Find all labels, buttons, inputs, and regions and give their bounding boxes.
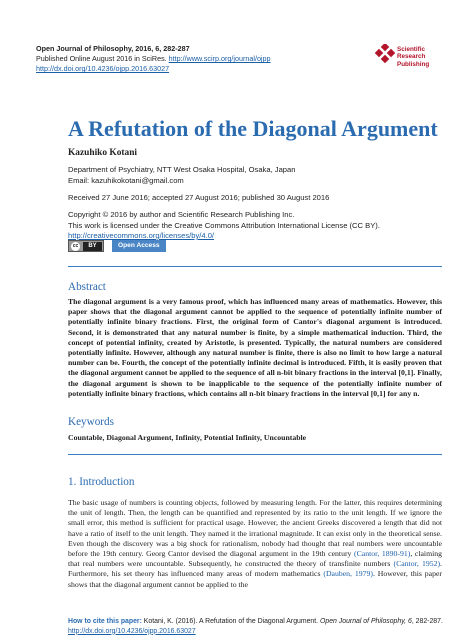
copyright-line: Copyright © 2016 by author and Scientific Research Publishing Inc. <box>68 210 295 219</box>
citation-journal: Open Journal of Philosophy, 6 <box>320 618 412 625</box>
abstract-text: The diagonal argument is a very famous proof, which has influenced many areas of mathematics. However, this paper shows that the diagonal argument cannot be applied to the sequence of potentially infinite number of potentially infinite binary fractions. First, the original form of Cantor's diagonal argument is introduced. Second, it is demonstrated that any natural number is finite, by a simple mathematical induction. Third, the concept of potential infinity, created by Aristotle, is presented. Typically, the natural numbers are considered potentially infinite. However, although any natural number is finite, there is also no limit to how large a natural number can be. Fourth, the concept of the potentially infinite decimal is introduced. Fifth, it is easily proven that the diagonal argument cannot be applied to the sequence of all n-bit binary fractions in the interval [0,1]. Finally, the diagonal argument is shown to be inapplicable to the sequence of the potentially infinite number of potentially infinite binary fractions, which contains all n-bit binary fractions in the interval [0,1] for any n. <box>68 297 442 398</box>
how-to-cite-label: How to cite this paper: <box>68 618 142 625</box>
published-line <box>36 54 271 64</box>
citation-link[interactable]: (Cantor, 1890-91) <box>354 549 411 559</box>
footer-doi-link[interactable]: http://dx.doi.org/10.4236/ojpp.2016.63027 <box>68 627 196 635</box>
paper-title: A Refutation of the Diagonal Argument <box>68 116 438 141</box>
citation-link[interactable]: (Cantor, 1952) <box>393 559 441 569</box>
doi-link[interactable]: http://dx.doi.org/10.4236/ojpp.2016.63027 <box>36 64 170 73</box>
published-prefix: Published Online August 2016 in SciRes. <box>36 54 169 63</box>
divider <box>68 266 442 267</box>
keywords-heading: Keywords <box>68 416 114 428</box>
divider <box>68 454 442 455</box>
affiliation: Department of Psychiatry, NTT West Osaka Hospital, Osaka, Japan <box>68 165 296 174</box>
by-icon: BY <box>83 242 102 251</box>
cc-icon: cc <box>72 243 79 249</box>
journal-url-link[interactable]: http://www.scirp.org/journal/ojpp <box>168 54 271 63</box>
introduction-heading: 1. Introduction <box>68 476 135 488</box>
citation-link[interactable]: (Dauben, 1979) <box>323 569 373 579</box>
abstract-heading: Abstract <box>68 281 106 293</box>
license-link[interactable]: http://creativecommons.org/licenses/by/4.0/ <box>68 231 215 240</box>
affiliation-block <box>68 164 295 186</box>
publisher-name: Scientific Research Publishing <box>397 46 430 68</box>
introduction-text: The basic usage of numbers is counting objects, followed by measuring length. For the latter, this requires determining the unit of length. Then, the length can be quantified and represented by its ratio to the unit length. If we ignore the small error, this method is sufficient for practical usage. However, the ancient Greeks discovered a length that did not have a ratio of itself to the unit length. They named it the irrational magnitude. It can exist only in the theoretical sense. Even though the discovery was a big shock for rationalism, nobody had thought that real numbers were uncountable before the 19th century. Georg Cantor devised the diagonal argument in the 19th century (Cantor, 1890-91), claiming that real numbers were uncountable. Subsequently, he constructed the theory of transfinite numbers (Cantor, 1952). Furthermore, his set theory has influenced many areas of modern mathematics (Dauben, 1979). However, this paper shows that the diagonal argument cannot be applied to the <box>68 498 443 589</box>
copyright-block <box>68 210 380 242</box>
publisher-logo-icon <box>375 44 395 66</box>
article-dates: Received 27 June 2016; accepted 27 August 2016; published 30 August 2016 <box>68 193 330 202</box>
open-access-badge[interactable]: Open Access <box>112 240 166 252</box>
journal-header <box>36 44 271 74</box>
author-email: Email: kazuhikokotani@gmail.com <box>68 176 184 185</box>
citation-footer: How to cite this paper: Kotani, K. (2016). A Refutation of the Diagonal Argument. Open Journal of Philosophy, 6, 282-287. http://dx.doi.org/10.4236/ojpp.2016.63027 <box>68 618 443 635</box>
author-name: Kazuhiko Kotani <box>68 148 138 158</box>
publisher-logo <box>375 44 441 72</box>
journal-name: Open Journal of Philosophy, 2016, 6, 282-287 <box>36 44 190 53</box>
keywords-text: Countable, Diagonal Argument, Infinity, Potential Infinity, Uncountable <box>68 433 307 442</box>
license-line: This work is licensed under the Creative Commons Attribution International License (CC BY). <box>68 220 380 230</box>
cc-by-badge[interactable] <box>68 240 104 252</box>
